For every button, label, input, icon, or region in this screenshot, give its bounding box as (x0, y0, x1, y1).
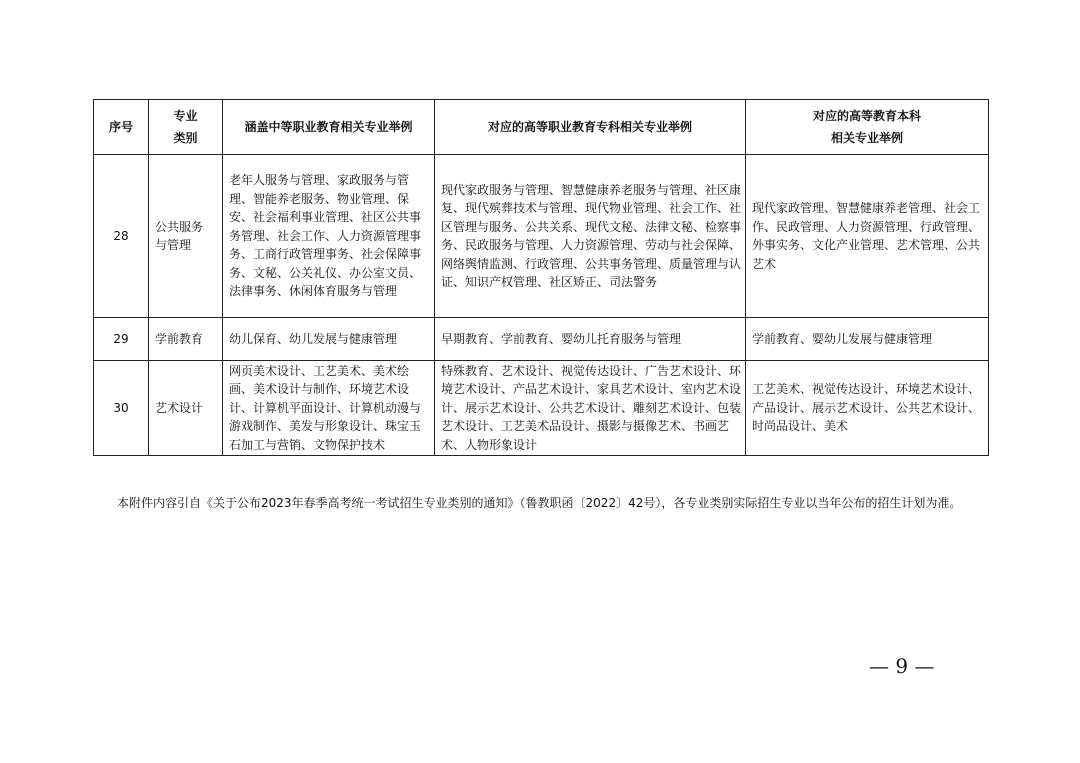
row-num: 30 (94, 361, 149, 456)
row-bachelor-majors: 现代家政管理、智慧健康养老管理、社会工作、民政管理、人力资源管理、行政管理、外事实务、文化产业管理、艺术管理、公共艺术 (746, 155, 989, 318)
row-vocational-majors: 特殊教育、艺术设计、视觉传达设计、广告艺术设计、环境艺术设计、产品艺术设计、家具艺术设计、室内艺术设计、展示艺术设计、公共艺术设计、雕刻艺术设计、包装艺术设计、工艺美术品设计、摄影与摄像艺术、书画艺术、人物形象设计 (435, 361, 746, 456)
majors-table (93, 99, 989, 456)
table-row (94, 318, 989, 361)
row-category-line1: 公共服务 (155, 219, 204, 234)
header-bachelor-line2: 相关专业举例 (830, 131, 903, 145)
header-vocational: 对应的高等职业教育专科相关专业举例 (435, 100, 746, 155)
row-bachelor-majors: 学前教育、婴幼儿发展与健康管理 (746, 318, 989, 361)
row-secondary-majors: 老年人服务与管理、家政服务与管理、智能养老服务、物业管理、保安、社会福利事业管理、社区公共事务管理、社会工作、人力资源管理事务、工商行政管理事务、社会保障事务、文秘、公关礼仪、办公室文员、法律事务、休闲体育服务与管理 (223, 155, 435, 318)
header-bachelor (746, 100, 989, 155)
header-bachelor-line1: 对应的高等教育本科 (812, 109, 921, 123)
header-category-line2: 类别 (173, 131, 198, 145)
row-category (149, 155, 223, 318)
row-category: 艺术设计 (149, 361, 223, 456)
header-category (149, 100, 223, 155)
source-note: 本附件内容引自《关于公布2023年春季高考统一考试招生专业类别的通知》（鲁教职函〔2022〕42号），各专业类别实际招生专业以当年公布的招生计划为准。 (117, 496, 962, 510)
header-num: 序号 (94, 100, 149, 155)
header-secondary: 涵盖中等职业教育相关专业举例 (223, 100, 435, 155)
table-row (94, 155, 989, 318)
header-category-line1: 专业 (173, 109, 198, 123)
row-num: 28 (94, 155, 149, 318)
row-category: 学前教育 (149, 318, 223, 361)
row-secondary-majors: 幼儿保育、幼儿发展与健康管理 (223, 318, 435, 361)
table-header-row (94, 100, 989, 155)
row-category-line2: 与管理 (155, 238, 192, 252)
table-row (94, 361, 989, 456)
row-secondary-majors: 网页美术设计、工艺美术、美术绘画、美术设计与制作、环境艺术设计、计算机平面设计、计算机动漫与游戏制作、美发与形象设计、珠宝玉石加工与营销、文物保护技术 (223, 361, 435, 456)
row-bachelor-majors: 工艺美术、视觉传达设计、环境艺术设计、产品设计、展示艺术设计、公共艺术设计、时尚品设计、美术 (746, 361, 989, 456)
row-vocational-majors: 现代家政服务与管理、智慧健康养老服务与管理、社区康复、现代殡葬技术与管理、现代物业管理、社会工作、社区管理与服务、公共关系、现代文秘、法律文秘、检察事务、民政服务与管理、人力资源管理、劳动与社会保障、网络舆情监测、行政管理、公共事务管理、质量管理与认证、知识产权管理、社区矫正、司法警务 (435, 155, 746, 318)
row-num: 29 (94, 318, 149, 361)
row-vocational-majors: 早期教育、学前教育、婴幼儿托育服务与管理 (435, 318, 746, 361)
page-number: — 9 — (869, 654, 935, 678)
